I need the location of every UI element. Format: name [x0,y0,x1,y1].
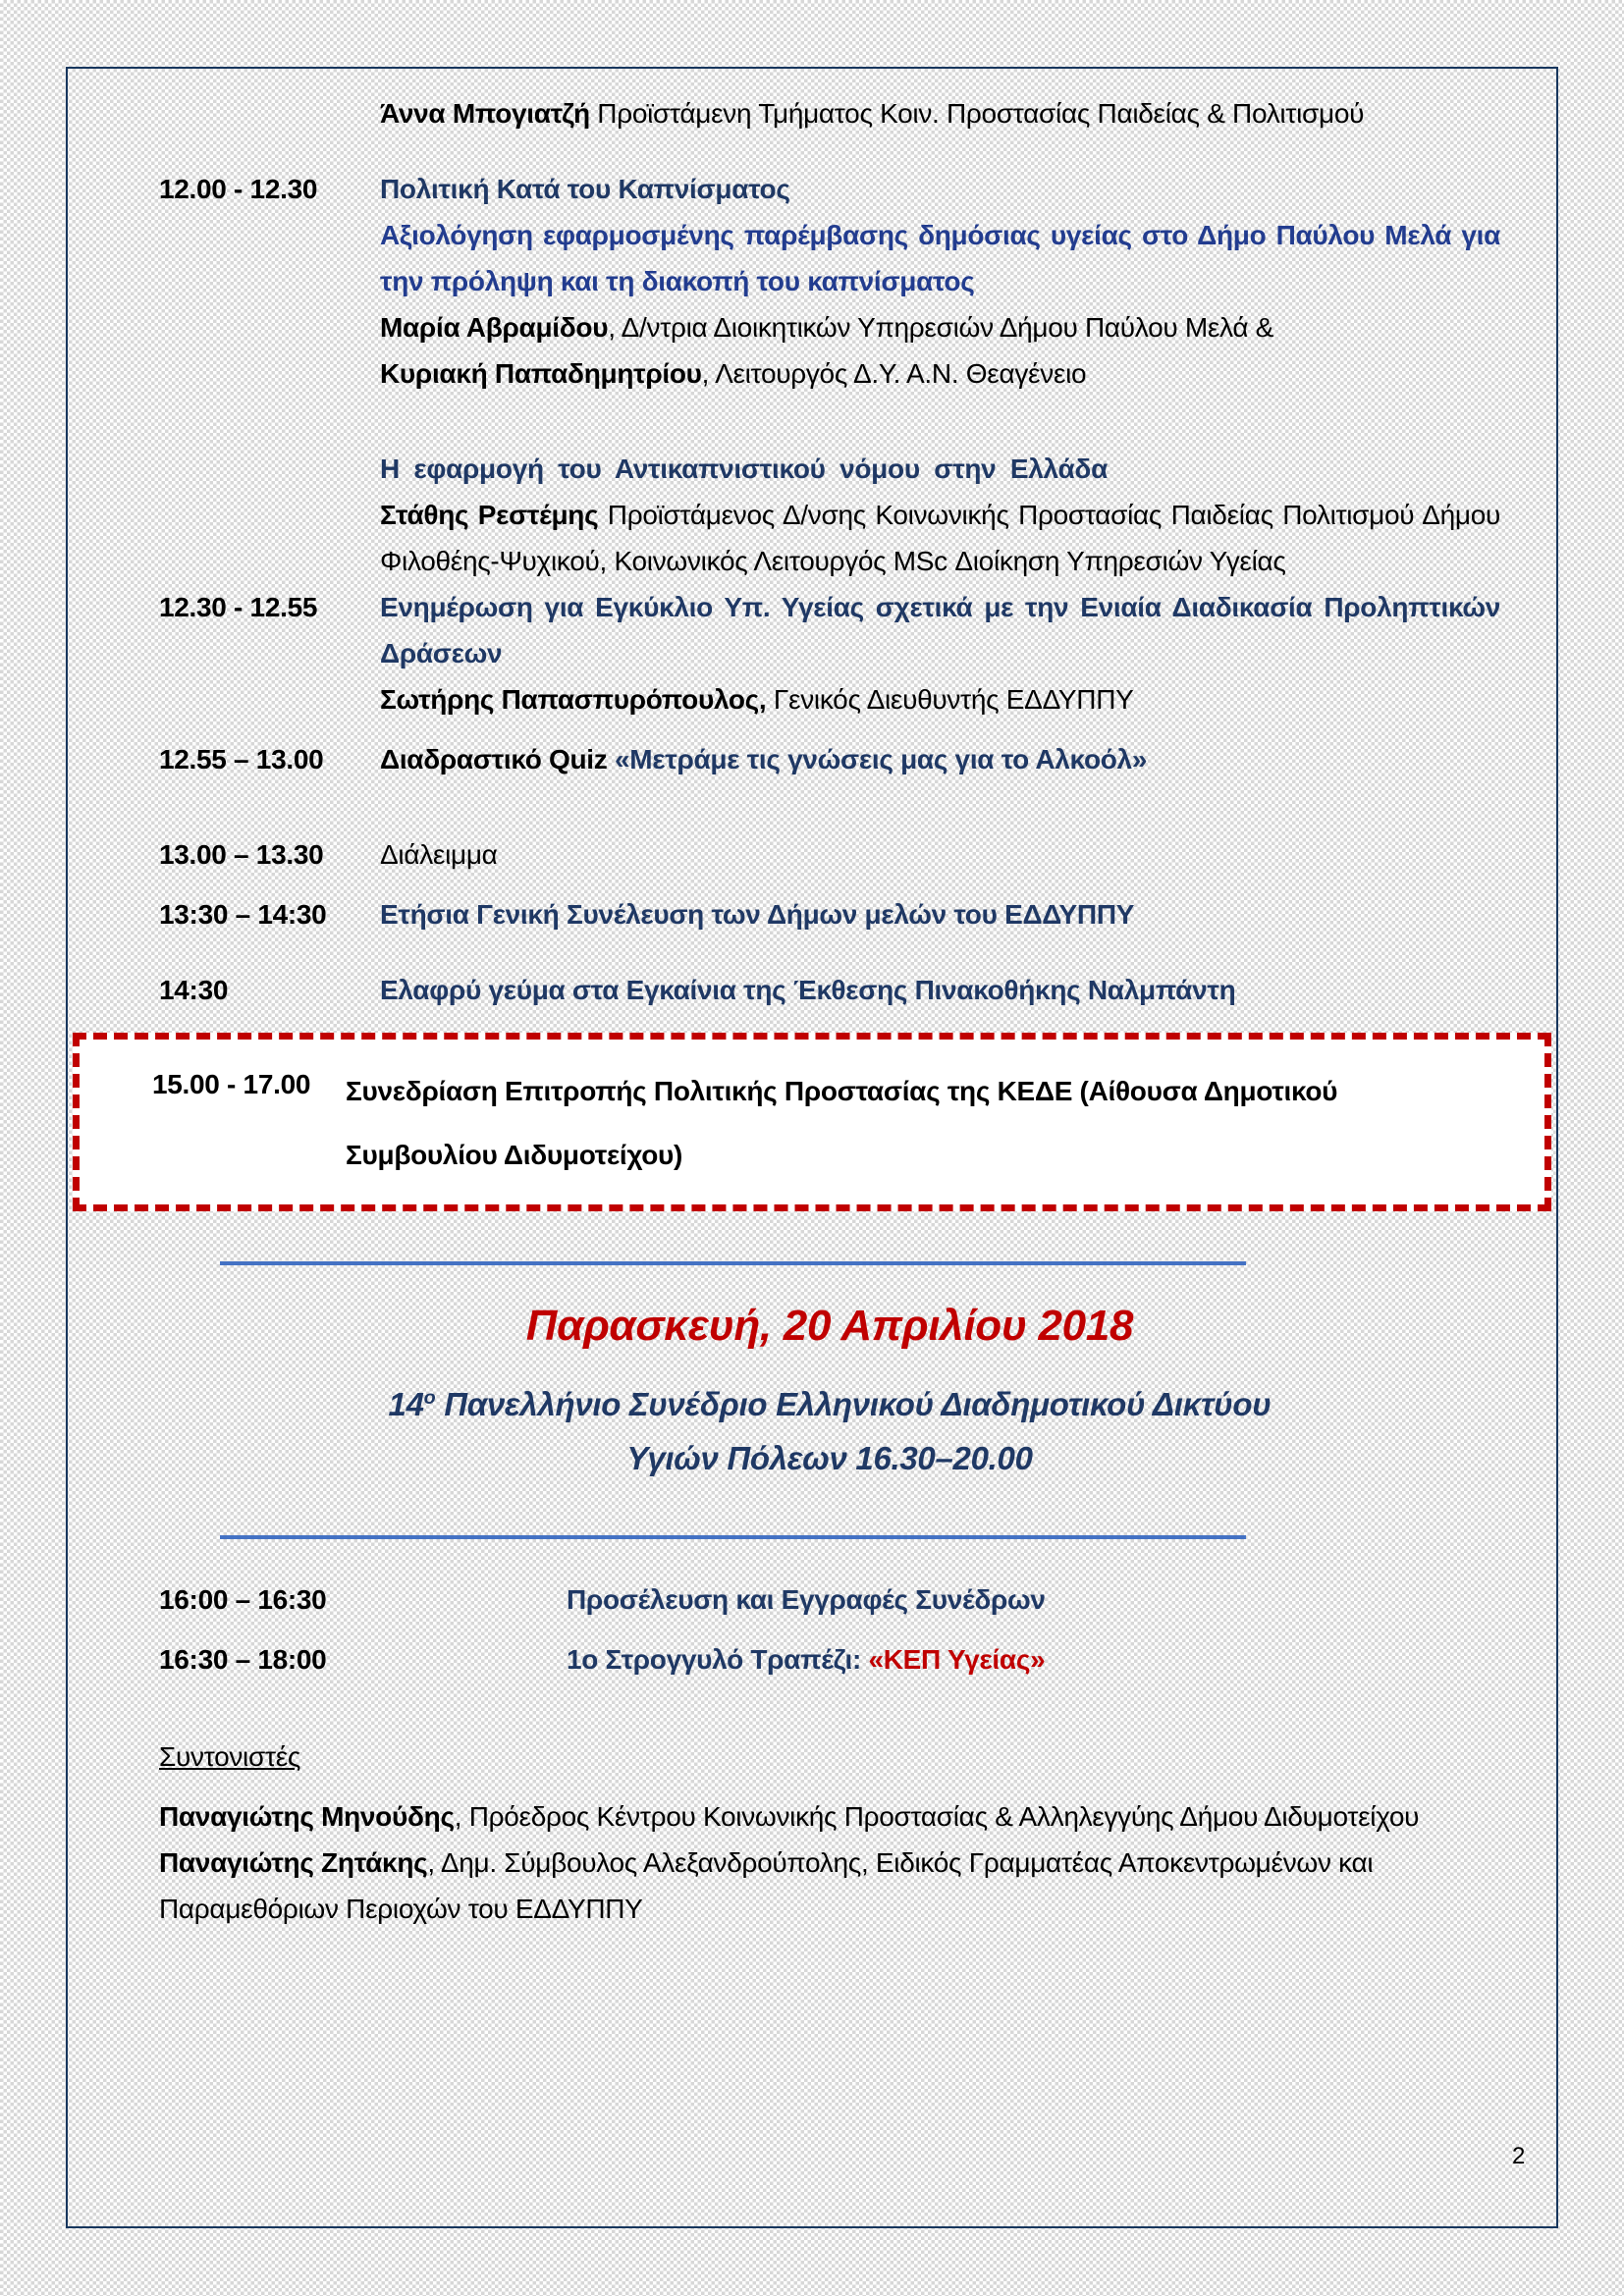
kede-session-time: 15.00 - 17.00 [152,1069,311,1099]
schedule-row [159,891,1500,937]
coordinators-label [159,1734,1500,1780]
session-cell [380,90,1500,136]
time-slot: 14:30 [159,975,229,1005]
time-slot: 13:30 – 14:30 [159,899,327,930]
session-paragraph [567,1636,1500,1682]
session-cell [567,1636,1500,1682]
schedule-row [159,446,1500,584]
page-number: 2 [1511,2143,1525,2169]
schedule-row [159,736,1500,782]
time-slot: 16:00 – 16:30 [159,1584,327,1615]
session-paragraph [380,304,1500,397]
schedule-row [159,967,1500,1013]
page-border-frame [66,67,1558,2228]
session-paragraph [567,1576,1500,1623]
time-slot: 12.30 - 12.55 [159,592,318,622]
text-segment: ο [423,1387,436,1409]
text-segment: , Δημ. Σύμβουλος Αλεξανδρούπολης, Ειδικός Γραμματέας Αποκεντρωμένων και Παραμεθόριων Περιοχών του ΕΔΔΥΠΠΥ [159,1847,1374,1924]
day1-schedule [159,90,1500,1013]
text-segment: 1ο Στρογγυλό Τραπέζι: [567,1644,869,1675]
session-paragraph [380,90,1500,136]
time-slot: 16:30 – 18:00 [159,1644,327,1675]
schedule-row [159,1576,1500,1623]
page-content [68,69,1556,2226]
session-paragraph [380,891,1500,937]
session-cell [380,446,1500,584]
text-segment: , Λειτουργός Δ.Υ. Α.Ν. Θεαγένειο [701,358,1087,389]
day2-conference-heading [159,1377,1500,1485]
session-paragraph [380,446,1500,492]
session-cell [380,584,1500,722]
separator-line-top [220,1261,1246,1265]
session-paragraph [380,831,1500,878]
text-segment: Προϊστάμενη Τμήματος Κοιν. Προστασίας Παιδείας & Πολιτισμού [597,98,1365,129]
text-segment: Συνεδρίαση Επιτροπής Πολιτικής Προστασίας της ΚΕΔΕ (Αίθουσα Δημοτικού [346,1076,1338,1106]
text-segment: Αξιολόγηση εφαρμοσμένης παρέμβασης δημόσιας υγείας στο Δήμο Παύλου Μελά για την πρόληψη και τη διακοπή του καπνίσματος [380,220,1500,296]
text-segment: Άννα Μπογιατζή [380,98,598,129]
session-paragraph [380,212,1500,304]
schedule-row [159,831,1500,878]
text-segment: Μαρία Αβραμίδου [380,312,609,343]
text-segment: Προϊστάμενος Δ/νσης Κοινωνικής Προστασίας Παιδείας Πολιτισμού Δήμου Φιλοθέης-Ψυχικού, Κοινωνικός Λειτουργός MSc Διοίκηση Υπηρεσιών Υγείας [380,500,1500,576]
schedule-row [159,90,1500,136]
text-segment: Διάλειμμα [380,839,498,870]
session-paragraph [380,492,1500,584]
text-segment: Πολιτική Κατά του Καπνίσματος [380,174,790,204]
text-segment: , Πρόεδρος Κέντρου Κοινωνικής Προστασίας & Αλληλεγγύης Δήμου Διδυμοτείχου [454,1801,1420,1832]
session-paragraph [380,676,1500,722]
separator-line-bottom [220,1535,1246,1539]
time-slot: 12.55 – 13.00 [159,744,324,774]
text-segment: Ετήσια Γενική Συνέλευση των Δήμων μελών του ΕΔΔΥΠΠΥ [380,899,1135,930]
session-paragraph [380,736,1500,782]
coordinator-entry [159,1840,1500,1932]
time-slot: 13.00 – 13.30 [159,839,324,870]
text-segment: «Μετράμε τις γνώσεις μας για το Αλκοόλ» [614,744,1148,774]
text-segment: 14 [388,1386,424,1422]
text-segment: Στάθης Ρεστέμης [380,500,599,530]
text-segment: Πανελλήνιο Συνέδριο Ελληνικού Διαδημοτικού Δικτύου [435,1386,1272,1422]
text-segment: Η εφαρμογή του Αντικαπνιστικού νόμου στην Ελλάδα [380,454,1108,484]
time-slot [159,446,380,584]
coordinator-entry [159,1793,1500,1840]
text-segment: , Δ/ντρια Διοικητικών Υπηρεσιών Δήμου Παύλου Μελά & [608,312,1274,343]
session-cell [567,1576,1500,1623]
session-cell [380,967,1500,1013]
text-segment: Υγιών Πόλεων 16.30–20.00 [626,1440,1033,1476]
time-slot: 12.00 - 12.30 [159,174,318,204]
day2-schedule [159,1576,1500,1682]
day2-date-title: Παρασκευή, 20 Απριλίου 2018 [525,1302,1134,1350]
text-segment: Προσέλευση και Εγγραφές Συνέδρων [567,1584,1046,1615]
text-segment: Σωτήρης Παπασπυρόπουλος, [380,684,767,715]
text-segment: «ΚΕΠ Υγείας» [868,1644,1046,1675]
schedule-row [159,166,1500,397]
text-segment: Συμβουλίου Διδυμοτείχου) [346,1140,683,1170]
text-segment: Συντονιστές [159,1741,301,1772]
kede-session-box [73,1033,1551,1211]
text-segment: Παναγιώτης Μηνούδης [159,1801,455,1832]
session-paragraph [380,967,1500,1013]
kede-session-row [152,1059,1525,1187]
text-segment: Ενημέρωση για Εγκύκλιο Υπ. Υγείας σχετικά με την Ενιαία Διαδικασία Προληπτικών Δράσεων [380,592,1500,668]
text-segment: Παναγιώτης Ζητάκης [159,1847,428,1878]
session-cell [380,891,1500,937]
session-cell [380,831,1500,878]
session-cell [380,736,1500,782]
kede-session-text [346,1059,1525,1187]
session-cell [380,166,1500,397]
session-paragraph [380,166,1500,212]
text-segment: Κυριακή Παπαδημητρίου [380,358,702,389]
session-paragraph [380,584,1500,676]
schedule-row [159,1636,1500,1682]
text-segment: Ελαφρύ γεύμα στα Εγκαίνια της Έκθεσης Πινακοθήκης Ναλμπάντη [380,975,1236,1005]
text-segment: Γενικός Διευθυντής ΕΔΔΥΠΠΥ [766,684,1134,715]
time-slot [159,90,380,136]
text-segment: Διαδραστικό Quiz [380,744,615,774]
coordinators-section [159,1734,1500,1932]
schedule-row [159,584,1500,722]
